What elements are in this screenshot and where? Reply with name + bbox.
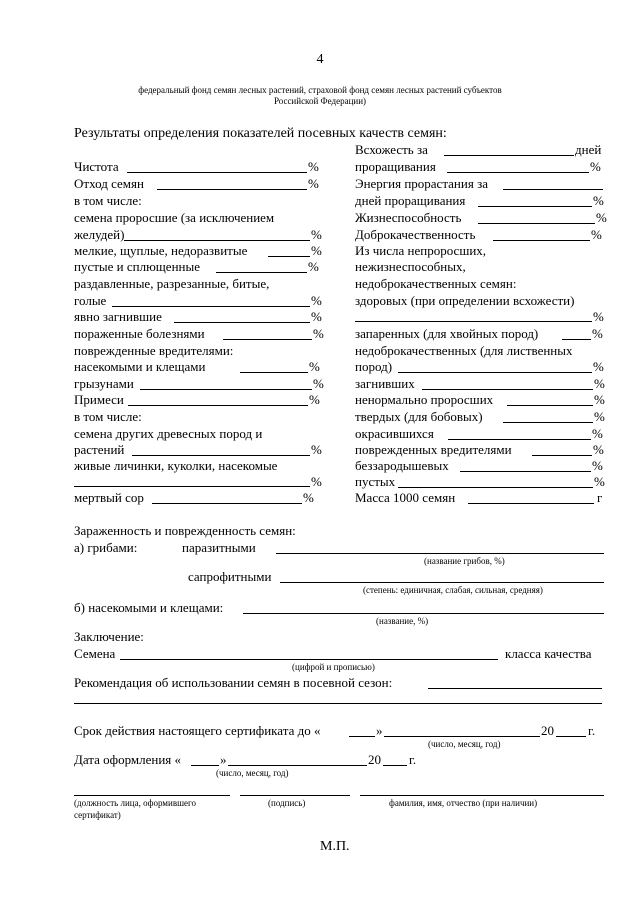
hollow-label: пустых [355, 474, 396, 489]
parasitic-label: паразитными [182, 540, 256, 555]
header-note-line-2: Российской Федерации) [273, 96, 367, 106]
other-seeds-unit: % [311, 442, 322, 457]
empty-line[interactable] [216, 272, 307, 273]
steamed-unit: % [592, 326, 603, 341]
diseased-line[interactable] [223, 339, 312, 340]
steamed-line[interactable] [562, 339, 591, 340]
viability-line[interactable] [478, 223, 595, 224]
fungi-label: а) грибами: [74, 540, 138, 555]
empty-label: пустые и сплющенные [74, 259, 200, 274]
results-title: Результаты определения показателей посевных качеств семян: [74, 126, 447, 141]
issue-month-line[interactable] [228, 765, 367, 766]
poor-unit: % [593, 359, 604, 374]
energy-label-a: Энергия прорастания за [355, 176, 488, 191]
quality-line[interactable] [493, 240, 590, 241]
issue-date-caption: (число, месяц, год) [216, 768, 289, 778]
validity-year-line[interactable] [556, 736, 586, 737]
rodents-unit: % [313, 376, 324, 391]
healthy-line[interactable] [355, 321, 592, 322]
name-caption: фамилия, имя, отчество (при наличии) [389, 798, 538, 808]
steamed-label: запаренных (для хвойных пород) [355, 326, 539, 341]
energy-days-line[interactable] [503, 189, 603, 190]
dead-debris-line[interactable] [152, 503, 302, 504]
seeds-class-line[interactable] [120, 659, 498, 660]
validity-year-suffix: г. [588, 723, 596, 738]
germination-label-b: проращивания [355, 159, 436, 174]
damaged-unit: % [593, 442, 604, 457]
rotten-label: явно загнившие [74, 309, 162, 324]
other-seeds-label-b: растений [74, 442, 125, 457]
insects-caption: (название, %) [376, 616, 429, 626]
hard-label: твердых (для бобовых) [355, 409, 483, 424]
empty-unit: % [308, 259, 319, 274]
validity-year-prefix: 20 [541, 723, 554, 738]
insects-unit: % [309, 359, 320, 374]
infection-title: Зараженность и поврежденность семян: [74, 523, 296, 538]
conclusion-caption: (цифрой и прописью) [292, 662, 375, 672]
rotten-line[interactable] [174, 322, 310, 323]
other-seeds-line[interactable] [132, 455, 310, 456]
stained-line[interactable] [448, 439, 591, 440]
live-larvae-unit: % [311, 474, 322, 489]
conclusion-title: Заключение: [74, 629, 144, 644]
purity-line[interactable] [127, 172, 307, 173]
abnormal-line[interactable] [507, 405, 593, 406]
energy-unit: % [593, 193, 604, 208]
mass-line[interactable] [468, 503, 594, 504]
crushed-unit: % [311, 293, 322, 308]
name-line[interactable] [360, 795, 604, 796]
validity-day-line[interactable] [349, 736, 375, 737]
sprouted-line[interactable] [124, 240, 310, 241]
viability-unit: % [596, 210, 607, 225]
issue-year-line[interactable] [383, 765, 407, 766]
issue-year-prefix: 20 [368, 752, 381, 767]
of-which-label-c: недоброкачественных семян: [355, 276, 517, 291]
hard-unit: % [594, 409, 605, 424]
damaged-label: поврежденных вредителями [355, 442, 512, 457]
crushed-label-b: голые [74, 293, 107, 308]
rodents-line[interactable] [140, 389, 312, 390]
diseased-label: пораженные болезнями [74, 326, 205, 341]
mass-label: Масса 1000 семян [355, 490, 456, 505]
crushed-label-a: раздавленные, разрезанные, битые, [74, 276, 270, 291]
seeds-label: Семена [74, 646, 116, 661]
energy-line[interactable] [478, 206, 592, 207]
rotted-label: загнивших [355, 376, 415, 391]
other-seeds-label-a: семена других древесных пород и [74, 426, 263, 441]
insects-line[interactable] [240, 372, 308, 373]
pests-label: поврежденные вредителями: [74, 343, 234, 358]
recommendation-label: Рекомендация об использовании семян в посевной сезон: [74, 675, 393, 690]
sprouted-label-a: семена проросшие (за исключением [74, 210, 275, 225]
including-label: в том числе: [74, 193, 142, 208]
germination-days-unit: дней [575, 142, 602, 157]
rotted-unit: % [594, 376, 605, 391]
abnormal-label: ненормально проросших [355, 392, 494, 407]
waste-label: Отход семян [74, 176, 144, 191]
small-unit: % [311, 243, 322, 258]
position-line[interactable] [74, 795, 230, 796]
issue-date-prefix: Дата оформления « [74, 752, 182, 767]
hard-line[interactable] [503, 422, 593, 423]
mass-unit: г [597, 490, 603, 505]
sprouted-label-b: желудей) [74, 227, 125, 242]
rodents-label: грызунами [74, 376, 134, 391]
seal-label: М.П. [320, 839, 350, 854]
fungi-caption: (название грибов, %) [424, 556, 505, 566]
recommendation-line-1[interactable] [428, 688, 602, 689]
issue-year-suffix: г. [409, 752, 417, 767]
seedless-line[interactable] [460, 471, 591, 472]
dead-debris-label: мертвый сор [74, 490, 144, 505]
germination-line[interactable] [447, 172, 589, 173]
impurities-line[interactable] [128, 405, 308, 406]
purity-label: Чистота [74, 159, 119, 174]
insects-mites-line[interactable] [243, 613, 604, 614]
recommendation-line-2[interactable] [74, 703, 602, 704]
signature-line[interactable] [240, 795, 350, 796]
poor-label-b: пород) [355, 359, 393, 374]
purity-unit: % [308, 159, 319, 174]
healthy-unit: % [593, 309, 604, 324]
rotted-line[interactable] [422, 389, 593, 390]
of-which-label-a: Из числа непроросших, [355, 243, 487, 258]
sprouted-unit: % [311, 227, 322, 242]
impurities-unit: % [309, 392, 320, 407]
germination-label-a: Всхожесть за [355, 142, 428, 157]
abnormal-unit: % [594, 392, 605, 407]
crushed-line[interactable] [112, 306, 310, 307]
validity-close-quote: » [376, 723, 383, 738]
degree-caption: (степень: единичная, слабая, сильная, средняя) [363, 585, 543, 595]
seedless-label: беззародышевых [355, 458, 449, 473]
germination-days-line[interactable] [444, 155, 574, 156]
parasitic-line[interactable] [276, 553, 604, 554]
stained-unit: % [592, 426, 603, 441]
saprophytic-line[interactable] [280, 582, 604, 583]
small-line[interactable] [268, 256, 310, 257]
position-caption-b: сертификат) [74, 810, 121, 820]
waste-unit: % [308, 176, 319, 191]
including2-label: в том числе: [74, 409, 142, 424]
signature-caption: (подпись) [268, 798, 306, 808]
quality-class-label: класса качества [505, 646, 592, 661]
rotten-unit: % [311, 309, 322, 324]
dead-debris-unit: % [303, 490, 314, 505]
waste-line[interactable] [157, 189, 307, 190]
diseased-unit: % [313, 326, 324, 341]
validity-month-line[interactable] [384, 736, 540, 737]
quality-unit: % [591, 227, 602, 242]
insects-label: насекомыми и клещами [74, 359, 206, 374]
germination-unit: % [590, 159, 601, 174]
viability-label: Жизнеспособность [355, 210, 462, 225]
stained-label: окрасившихся [355, 426, 434, 441]
poor-label-a: недоброкачественных (для лиственных [355, 343, 573, 358]
issue-day-line[interactable] [191, 765, 219, 766]
of-which-label-b: нежизнеспособных, [355, 259, 466, 274]
quality-label: Доброкачественность [355, 227, 476, 242]
impurities-label: Примеси [74, 392, 124, 407]
seedless-unit: % [592, 458, 603, 473]
validity-prefix: Срок действия настоящего сертификата до « [74, 723, 321, 738]
page-number: 4 [316, 52, 324, 67]
live-larvae-line[interactable] [74, 486, 310, 487]
header-note-line-1: федеральный фонд семян лесных растений, страховой фонд семян лесных растений субъектов [138, 85, 502, 95]
validity-caption: (число, месяц, год) [428, 739, 501, 749]
small-label: мелкие, щуплые, недоразвитые [74, 243, 248, 258]
issue-close-quote: » [220, 752, 227, 767]
position-caption-a: (должность лица, оформившего [74, 798, 196, 808]
hollow-unit: % [594, 474, 605, 489]
hollow-line[interactable] [398, 487, 593, 488]
healthy-label: здоровых (при определении всхожести) [355, 293, 575, 308]
saprophytic-label: сапрофитными [188, 569, 272, 584]
energy-label-b: дней проращивания [355, 193, 466, 208]
poor-line[interactable] [398, 372, 592, 373]
live-larvae-label: живые личинки, куколки, насекомые [74, 458, 278, 473]
damaged-line[interactable] [532, 455, 592, 456]
insects-mites-label: б) насекомыми и клещами: [74, 600, 224, 615]
